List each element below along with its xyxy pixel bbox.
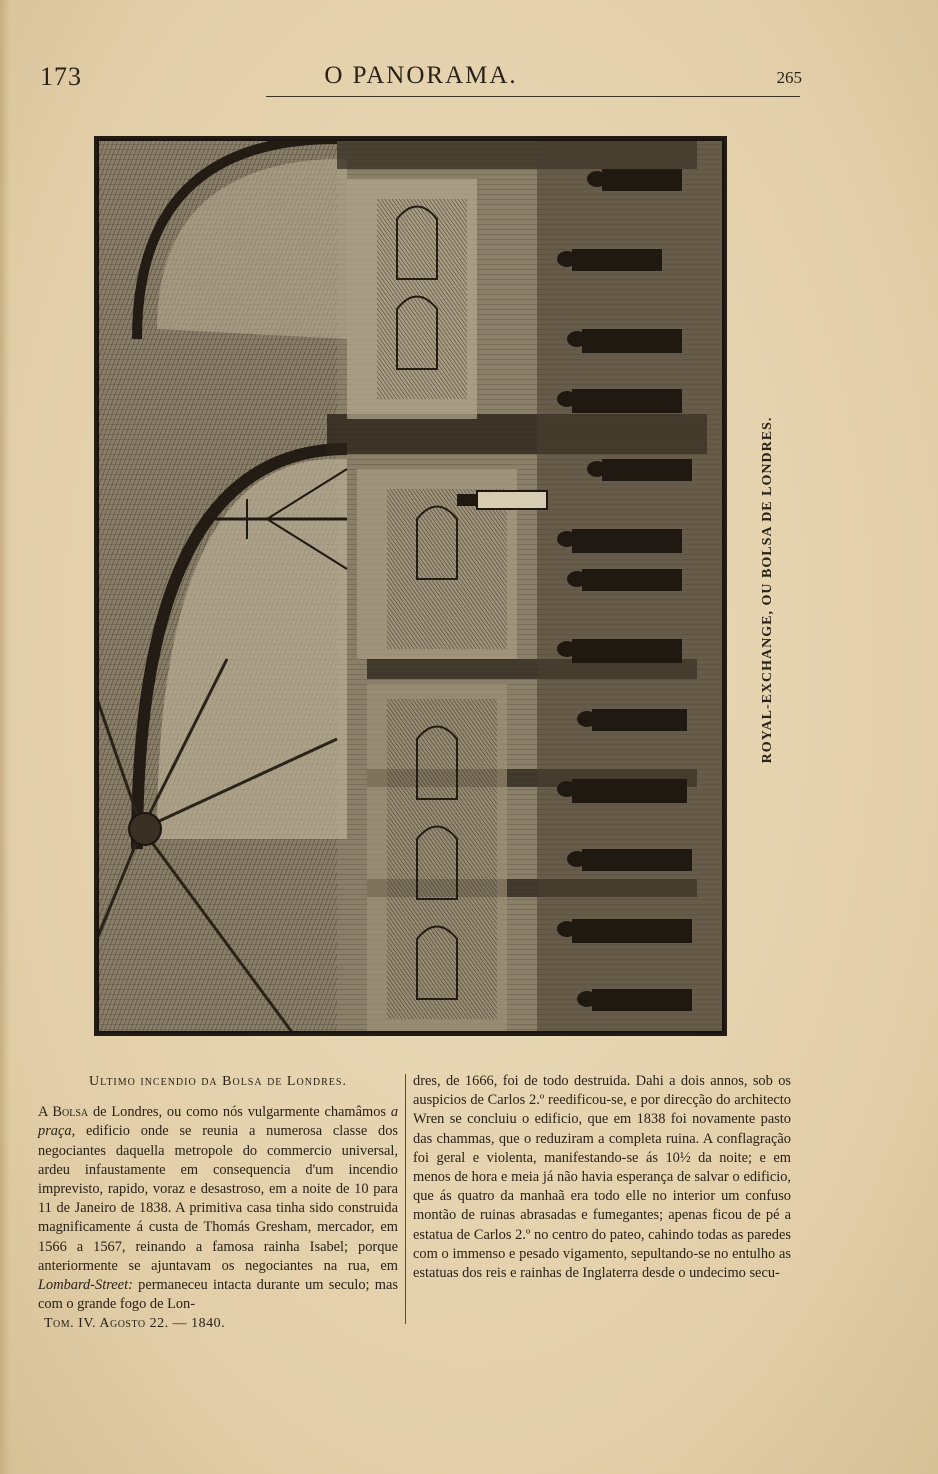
running-title: O PANORAMA. [324,62,518,89]
article-paragraph-1 [38,1103,398,1314]
illustration-caption-text: ROYAL-EXCHANGE, OU BOLSA DE LONDRES. [760,416,775,764]
text-fragment: A [38,1104,53,1121]
issue-footer: Tom. IV. Agosto 22. — 1840. [44,1316,226,1332]
illustration-caption [757,395,779,785]
article-right-column [413,1072,791,1283]
text-fragment-praca: a praça [38,1104,399,1140]
text-fragment: , edificio onde se reunia a numerosa classe dos negociantes daquella metropole do commercio universal, ardeu infaustamente em consequencia d'um incendio imprevisto, rapido, voraz e desastroso, em a noite de 10 para 11 de Janeiro de 1838. A primitiva casa tinha sido construida magnificamente á custa de Thomás Gresham, mercador, em 1566 a 1567, reinando a famosa rainha Isabel; porque anteriormente se ajuntavam os negociantes na rua, em [38,1123,398,1274]
text-fragment: de Londres, ou como nós vulgarmente chamâmos [88,1104,391,1121]
header-rule [266,96,800,97]
text-fragment-lombard-street: Lombard-Street: [38,1277,133,1294]
page-edge-shadow [0,0,10,1474]
royal-exchange-engraving [94,136,727,1036]
page-number-left: 173 [40,62,82,91]
page-number-right: 265 [776,68,802,87]
column-divider [405,1074,406,1324]
article-title: Ultimo incendio da Bolsa de Londres. [89,1074,347,1089]
ceiling-boss-ornament [129,813,161,845]
engraving-illustration [97,139,724,1033]
text-fragment-bolsa: Bolsa [52,1104,89,1121]
page-header [40,58,802,98]
text-fragment: permaneceu intacta durante um seculo; mas com o grande fogo de Lon- [38,1277,398,1313]
article-left-column [38,1072,398,1334]
article-paragraph-continued: dres, de 1666, foi de todo destruida. Dahi a dois annos, sob os auspicios de Carlos 2.º reedificou-se, e por direcção do architecto Wren se concluiu o edificio, que em 1838 foi novamente pasto das chammas, que o reduziram a completa ruina. A conflagração foi geral e violenta, manifestando-se ás 10½ da noite; e em menos de hora e meia já não havia esperança de salvar o edificio, que ás quatro da manhaã era todo elle no interior um confuso montão de ruinas abrasadas e fumegantes; apenas ficou de pé a estatua de Carlos 2.º no centro do pateo, cahindo todas as paredes com o immenso e pesado vigamento, sepultando-se no entulho as estatuas dos reis e rainhas de Inglaterra desde o undecimo secu- [413,1073,791,1282]
statue-pedestal [477,491,547,509]
